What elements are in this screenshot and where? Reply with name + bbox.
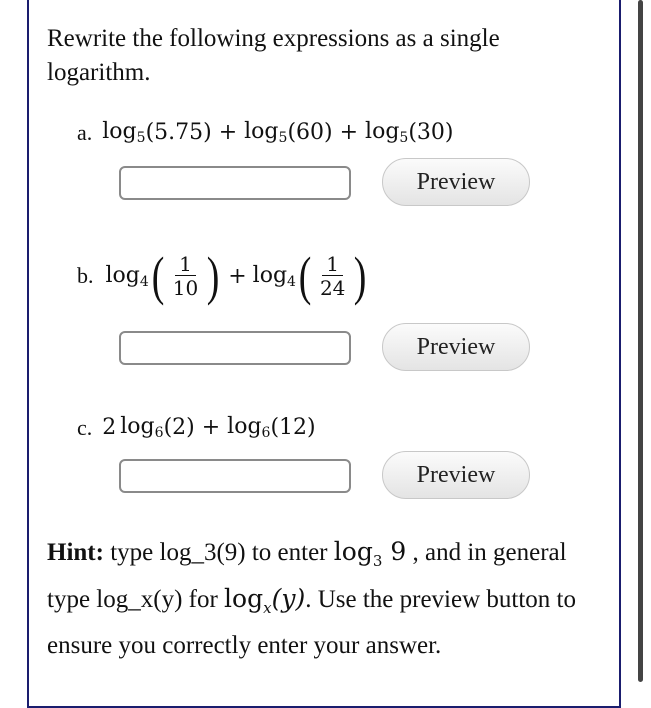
- left-paren: (: [151, 246, 165, 306]
- answer-input-a[interactable]: [119, 166, 351, 200]
- preview-button-b[interactable]: Preview: [382, 323, 530, 371]
- log-term: $\log_6$: [120, 414, 164, 441]
- log-term: $\log_6$: [227, 414, 271, 441]
- hint-label: Hint:: [47, 539, 104, 566]
- hint-text: [47, 533, 607, 664]
- log-argument: (60) +: [287, 120, 366, 145]
- question-b-label: b.: [77, 263, 94, 288]
- question-a-expression: [77, 119, 454, 146]
- answer-input-b[interactable]: [119, 331, 351, 365]
- log-term: $\log_5$: [102, 119, 146, 146]
- log-argument: (30): [408, 120, 454, 145]
- hint-math-general: $\log_x(y)$: [224, 584, 306, 617]
- hint-part: . Use the preview button to ensure you correctly enter your answer.: [47, 586, 576, 659]
- question-a-label: a.: [77, 119, 93, 145]
- fraction: $\frac{1}{24}$: [319, 251, 346, 300]
- fraction: $\frac{1}{10}$: [172, 251, 199, 300]
- hint-part: , and in general type log_x(y) for: [47, 539, 573, 613]
- log-term: $\log_5$: [244, 119, 288, 146]
- right-paren: ): [354, 246, 367, 306]
- right-paren: ): [206, 246, 220, 306]
- left-paren: (: [298, 246, 312, 306]
- coefficient: 2: [102, 415, 117, 440]
- question-c-label: c.: [77, 414, 93, 440]
- hint-part: type log_3(9) to enter: [103, 539, 334, 566]
- log-argument: (5.75) +: [145, 120, 245, 145]
- scrollbar[interactable]: [638, 0, 643, 682]
- preview-button-a[interactable]: Preview: [382, 158, 530, 206]
- question-b-expression: [77, 246, 369, 306]
- plus-sign: +: [228, 263, 247, 289]
- answer-input-c[interactable]: [119, 459, 351, 493]
- log-term: $\log_4$: [252, 262, 296, 290]
- log-argument: (2) +: [163, 415, 228, 440]
- instructions: Rewrite the following expressions as a single logarithm.: [47, 25, 500, 86]
- preview-button-c[interactable]: Preview: [382, 451, 530, 499]
- log-argument: (12): [270, 415, 316, 440]
- log-term: $\log_4$: [105, 262, 149, 290]
- log-term: $\log_5$: [365, 119, 409, 146]
- hint-math-example: $\log_3 9$: [333, 537, 407, 570]
- question-c-expression: [77, 414, 316, 441]
